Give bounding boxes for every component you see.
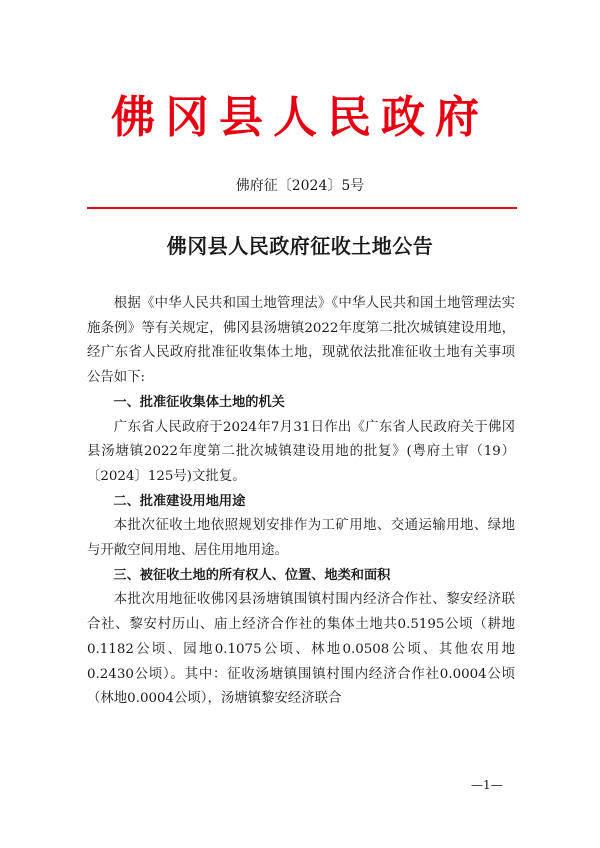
issuer-masthead: 佛冈县人民政府 [111, 92, 489, 143]
paragraph-land-details: 本批次用地征收佛冈县汤塘镇围镇村围内经济合作社、黎安经济联合社、黎安村历山、庙上经济合作社的集体土地共0.5195公顷（耕地0.1182公顷、园地0.1075公顷、林地0.0508公顷、其他农用地0.2430公顷）。其中：征收汤塘镇围镇村围内经济合作社0.0004公顷（林地0.0004公顷），汤塘镇黎安经济联合 [87, 592, 515, 707]
section-heading-2: 二、批准建设用地用途 [113, 493, 246, 509]
document-body [87, 292, 515, 712]
paragraph-intro: 根据《中华人民共和国土地管理法》《中华人民共和国土地管理法实施条例》等有关规定，佛冈县汤塘镇2022年度第二批次城镇建设用地，经广东省人民政府批准征收集体土地，现就依法批准征收土地有关事项公告如下: [87, 296, 515, 386]
page-number: —1— [471, 778, 503, 792]
section-heading-1: 一、批准征收集体土地的机关 [113, 394, 285, 410]
paragraph-land-use: 本批次征收土地依照规划安排作为工矿用地、交通运输用地、绿地与开敞空间用地、居住用地用途。 [87, 518, 515, 559]
document-title: 佛冈县人民政府征收土地公告 [166, 234, 434, 258]
document-number: 佛府征〔2024〕5号 [235, 178, 365, 194]
red-divider [87, 207, 517, 209]
paragraph-approval: 广东省人民政府于2024年7月31日作出《广东省人民政府关于佛冈县汤塘镇2022年度第二批次城镇建设用地的批复》(粤府土审（19）〔2024〕125号)文批复。 [87, 419, 515, 484]
section-heading-3: 三、被征收土地的所有权人、位置、地类和面积 [113, 567, 391, 583]
